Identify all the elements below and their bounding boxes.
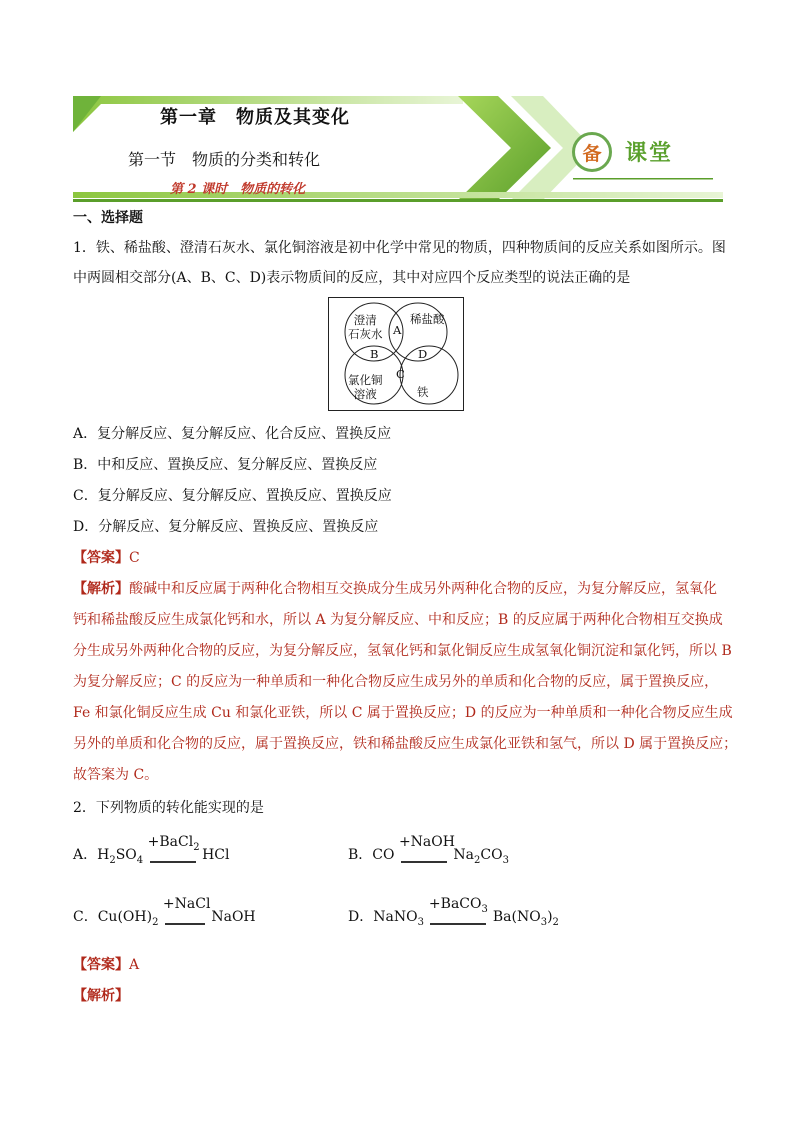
- q1-analysis: [73, 574, 738, 791]
- venn-label-hcl: 稀盐酸: [410, 312, 445, 326]
- q1-option-d: D．分解反应、复分解反应、置换反应、置换反应: [73, 519, 379, 535]
- venn-label-fe: 铁: [417, 385, 429, 399]
- venn-region-b: B: [370, 347, 379, 361]
- q2-c-arrow-line: [165, 915, 205, 925]
- q1-option-a: A．复分解反应、复分解反应、化合反应、置换反应: [73, 426, 392, 442]
- q1-analysis-line-4: 为复分解反应；C 的反应为一种单质和一种化合物反应生成另外的单质和化合物的反应，属于置换反应，: [73, 674, 719, 690]
- q2-a-reagent: [148, 835, 198, 855]
- venn-label-cucl2-1: 氯化铜: [348, 373, 383, 387]
- q2-d-sub2: 2: [552, 916, 559, 928]
- q2-option-d-label: D．: [348, 909, 374, 925]
- q2-d-close: ): [547, 909, 553, 925]
- q2-d-reactant: NaNO: [373, 909, 418, 925]
- q2-answer-label: 【答案】: [73, 957, 129, 973]
- q2-d-sub: 3: [417, 916, 424, 928]
- q2-d-reagent-text: +BaCO: [428, 895, 482, 912]
- q2-d-sub1: 3: [540, 916, 548, 928]
- q1-stem-line1: 1．铁、稀盐酸、澄清石灰水、氯化铜溶液是初中化学中常见的物质，四种物质间的反应关系如图所示。图: [73, 240, 726, 256]
- q2-b-product: Na: [453, 847, 475, 863]
- q2-b-arrow: [398, 833, 455, 866]
- q2-b-arrow-line: [401, 853, 447, 863]
- q2-d-product: Ba: [492, 909, 512, 925]
- venn-region-a: A: [393, 323, 402, 337]
- q1-analysis-line-7: 故答案为 C。: [73, 767, 159, 783]
- venn-label-limewater-1: 澄清: [353, 313, 377, 327]
- logo-badge: [572, 132, 612, 172]
- q2-option-a-label: A．: [73, 847, 98, 863]
- q1-analysis-line-5: Fe 和氯化铜反应生成 Cu 和氯化亚铁，所以 C 属于置换反应；D 的反应为一种单质和一种化合物反应生成: [73, 705, 733, 721]
- q1-stem-line2: 中两圆相交部分(A、B、C、D)表示物质间的反应，其中对应四个反应类型的说法正确的是: [73, 270, 631, 286]
- q1-analysis-line-2: 钙和稀盐酸反应生成氯化钙和水，所以 A 为复分解反应、中和反应；B 的反应属于两种化合物相互交换成: [73, 612, 723, 628]
- q2-option-b: [348, 833, 509, 866]
- q1-option-b: B．中和反应、置换反应、复分解反应、置换反应: [73, 457, 378, 473]
- q2-a-reactant: H: [97, 847, 110, 863]
- q1-answer-value: C: [129, 550, 140, 566]
- venn-diagram: [328, 297, 464, 411]
- q2-a-reagent-text: +BaCl: [147, 833, 194, 850]
- q2-b-reagent: +NaOH: [398, 833, 455, 850]
- q2-a-reagent-sub: 2: [193, 841, 200, 853]
- logo-text: 课堂: [625, 141, 674, 166]
- q1-answer-label: 【答案】: [73, 550, 129, 566]
- q2-c-reagent: +NaCl: [162, 895, 211, 912]
- q2-a-sub2: 4: [136, 854, 144, 866]
- section-heading: 一、选择题: [73, 210, 143, 226]
- q1-analysis-line-1: 酸碱中和反应属于两种化合物相互交换成分生成另外两种化合物的反应，为复分解反应，氢氧化: [129, 581, 717, 597]
- q2-c-reactant: Cu: [97, 909, 118, 925]
- q2-b-reactant: CO: [372, 847, 395, 863]
- q2-stem: 2．下列物质的转化能实现的是: [73, 800, 264, 816]
- section-title: 第一节 物质的分类和转化: [128, 150, 321, 169]
- venn-label-limewater-2: 石灰水: [348, 327, 383, 341]
- q1-answer: [73, 548, 140, 568]
- q1-analysis-label: 【解析】: [73, 581, 129, 597]
- venn-circle-limewater: [348, 313, 383, 341]
- q2-c-paren: (OH): [117, 909, 153, 925]
- logo-char: 备: [582, 142, 602, 165]
- q2-b-sub1: 2: [474, 854, 481, 866]
- chapter-title: 第一章 物质及其变化: [160, 107, 350, 128]
- q1-analysis-line-3: 分生成另外两种化合物的反应，为复分解反应，氢氧化钙和氯化铜反应生成氢氧化铜沉淀和氯化钙，所以 B: [73, 643, 732, 659]
- q2-answer: [73, 955, 139, 975]
- q2-analysis-label: 【解析】: [73, 988, 129, 1004]
- venn-region-c: C: [396, 367, 405, 381]
- q2-d-reagent-sub: 3: [481, 903, 488, 915]
- q2-option-d: [348, 895, 559, 928]
- q2-b-sub2: 3: [502, 854, 509, 866]
- venn-label-cucl2-2: 溶液: [353, 387, 377, 401]
- q2-option-a: [73, 833, 230, 866]
- q2-c-sub: 2: [152, 916, 159, 928]
- q2-d-reagent: [428, 897, 488, 917]
- q2-a-product: HCl: [202, 847, 230, 863]
- q2-option-c: [73, 895, 256, 928]
- q2-a-arrow: [147, 833, 200, 866]
- venn-circle-cucl2: [348, 373, 383, 401]
- q2-a-sub1: 2: [109, 854, 116, 866]
- q2-c-arrow: [162, 895, 211, 928]
- q2-b-mid: CO: [480, 847, 503, 863]
- q2-option-c-label: C．: [73, 909, 98, 925]
- lesson-title: 第 2 课时 物质的转化: [170, 182, 306, 197]
- q2-a-mid: SO: [115, 847, 137, 863]
- q2-d-arrow: [428, 895, 488, 928]
- q2-c-product: NaOH: [211, 909, 256, 925]
- q2-answer-value: A: [129, 957, 140, 973]
- q1-analysis-line-6: 另外的单质和化合物的反应，属于置换反应，铁和稀盐酸反应生成氯化亚铁和氢气，所以 D 属于置换反应；: [73, 736, 738, 752]
- q1-option-c: C．复分解反应、复分解反应、置换反应、置换反应: [73, 488, 392, 504]
- q2-option-b-label: B．: [348, 847, 373, 863]
- q2-d-paren: (NO: [511, 909, 541, 925]
- venn-region-d: D: [418, 347, 428, 361]
